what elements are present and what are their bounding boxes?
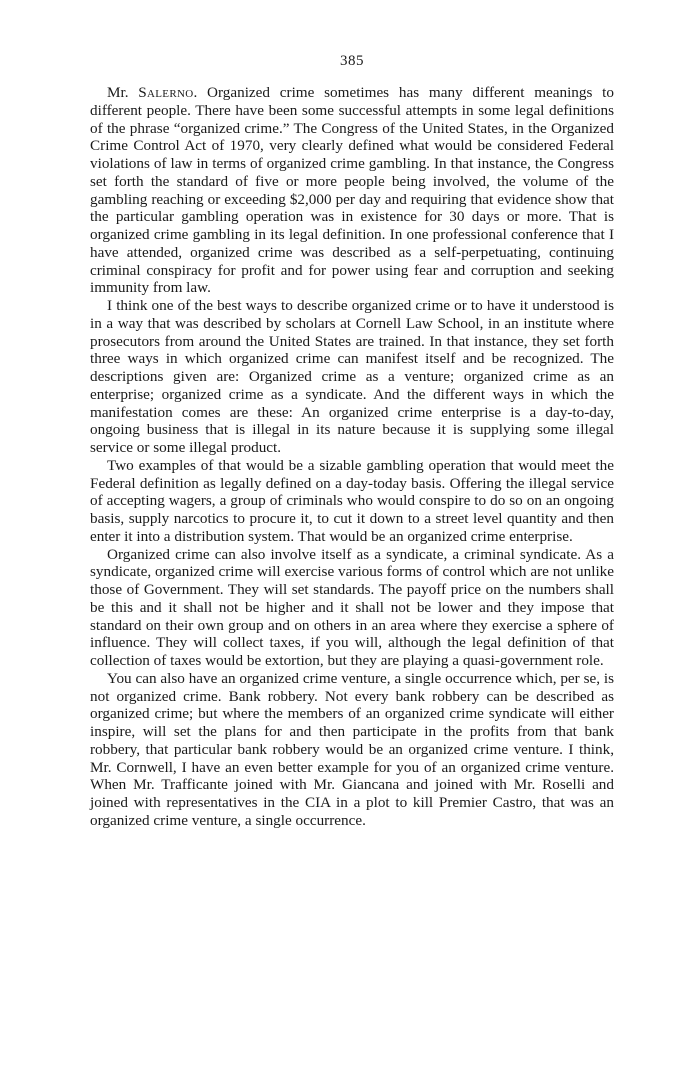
speaker-name: Salerno	[138, 84, 194, 101]
paragraph-2: I think one of the best ways to describe organized crime or to have it understood is in a way that was described by scholars at Cornell Law School, in an institute where prosecutors from around the United States are trained. In that instance, they set forth three ways in which organized crime can manifest itself and be recognized. The descriptions given are: Organized crime as a venture; organized crime as an enterprise; organized crime as a syndicate. And the different ways in which the manifestation comes are these: An organized crime enterprise is a day-to-day, ongoing business that is illegal in its nature because it is supplying some illegal service or some illegal product.	[90, 297, 614, 456]
paragraph-4: Organized crime can also involve itself as a syndicate, a criminal syndicate. As a syndicate, organized crime will exercise various forms of control which are not unlike those of Government. They will set standards. The payoff price on the numbers shall be this and it shall not be higher and it shall not be lower and they impose that standard on their own group and on others in an area where they exercise a sphere of influence. They will collect taxes, if you will, although the legal definition of that collection of taxes would be extortion, but they are playing a quasi-government role.	[90, 545, 614, 669]
paragraph-5: You can also have an organized crime venture, a single occurrence which, per se, is not organized crime. Bank robbery. Not every bank robbery can be described as organized crime; but where the members of an organized crime syndicate will either inspire, will set the plans for and then participate in the profits from that bank robbery, that particular bank robbery would be an organized crime venture. I think, Mr. Cornwell, I have an even better example for you of an organized crime venture. When Mr. Trafficante joined with Mr. Giancana and joined with Mr. Roselli and joined with representatives in the CIA in a plot to kill Premier Castro, that was an organized crime venture, a single occurrence.	[90, 669, 614, 829]
document-page	[90, 52, 614, 830]
speaker-prefix: Mr.	[107, 84, 139, 101]
paragraph-3: Two examples of that would be a sizable gambling operation that would meet the Federal definition as legally defined on a day-today basis. Offering the illegal service of accepting wagers, a group of criminals who would conspire to do so on an ongoing basis, supply narcotics to procure it, to cut it down to a street level quantity and then enter it into a distribution system. That would be an organized crime enterprise.	[90, 456, 614, 545]
paragraph-1	[90, 84, 614, 297]
paragraph-text: Organized crime sometimes has many different meanings to different people. There have been some successful attempts in some legal definitions of the phrase “organized crime.” The Congress of the United States, in the Organized Crime Control Act of 1970, very clearly defined what would be considered Federal violations of law in terms of organized crime gambling. In that instance, the Congress set forth the standard of five or more people being involved, the volume of the gambling reaching or exceeding $2,000 per day and requiring that evidence show that the particular gambling operation was in existence for 30 days or more. That is organized crime gambling in its legal definition. In one professional conference that I have attended, organized crime was described as a self-perpetuating, continuing criminal conspiracy for profit and for power using fear and corruption and seeking immunity from law.	[90, 84, 614, 297]
speaker-suffix: .	[193, 84, 208, 101]
page-number: 385	[340, 53, 364, 69]
